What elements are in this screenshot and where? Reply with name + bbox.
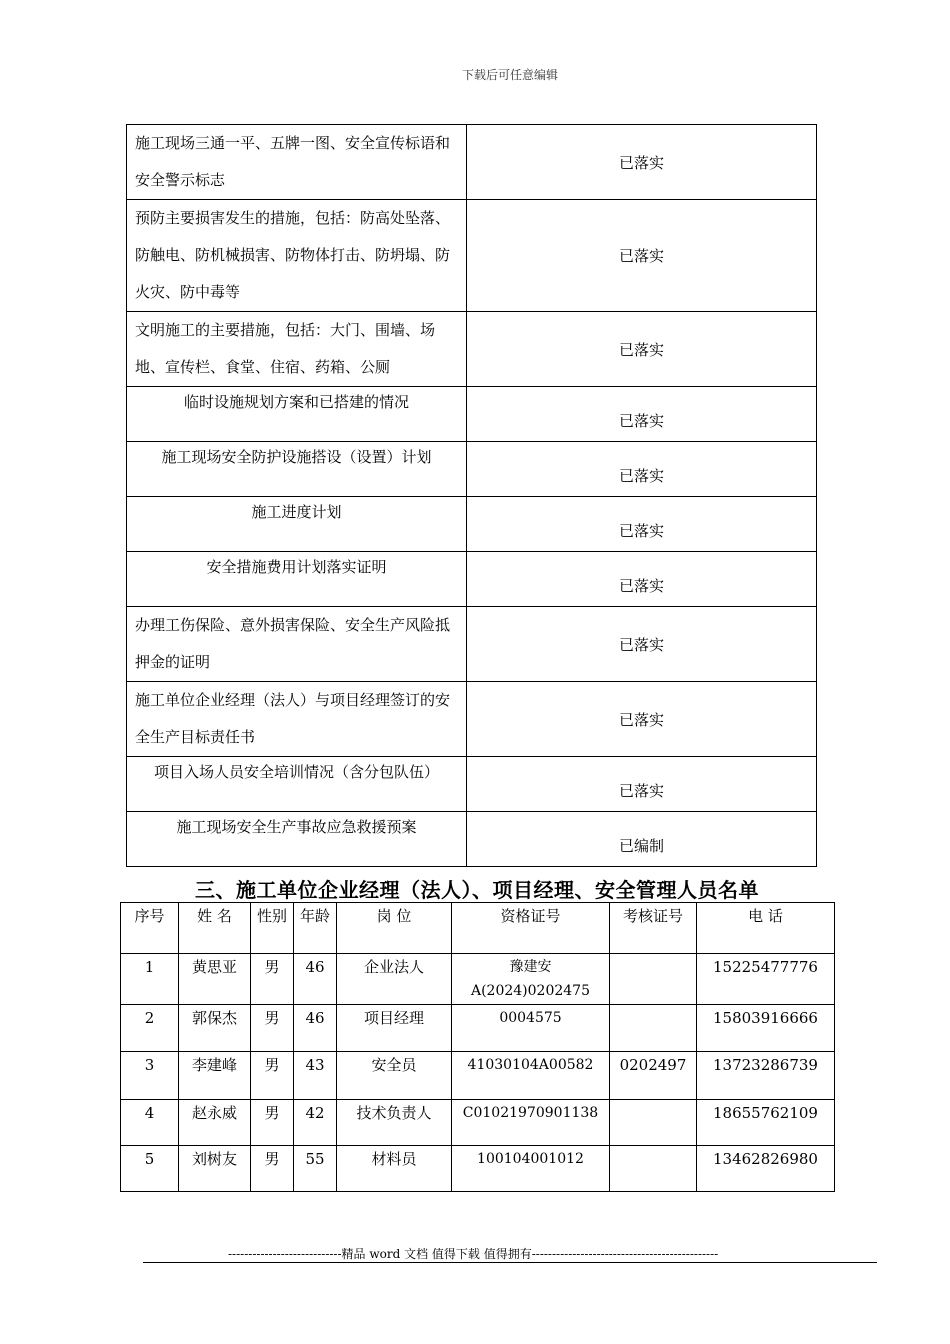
cell-license: C01021970901138 [452, 1100, 610, 1146]
checklist-status: 已落实 [467, 312, 817, 387]
table-row [127, 387, 817, 442]
cell-age: 43 [294, 1052, 337, 1100]
staff-table [120, 902, 835, 1192]
cell-exam [610, 1100, 697, 1146]
section-title: 三、施工单位企业经理（法人）、项目经理、安全管理人员名单 [195, 878, 759, 902]
table-row [127, 682, 817, 757]
header-note: 下载后可任意编辑 [461, 68, 558, 82]
checklist-status: 已落实 [467, 757, 817, 812]
cell-gender: 男 [251, 954, 294, 1005]
cell-no: 2 [121, 1005, 179, 1052]
col-header-phone: 电 话 [697, 903, 835, 954]
footer-note: ----------------------------精品 word 文档 值得下载 值得拥有---------------------------------------------- [228, 1247, 719, 1261]
cell-post: 企业法人 [337, 954, 452, 1005]
cell-license: 41030104A00582 [452, 1052, 610, 1100]
cell-age: 42 [294, 1100, 337, 1146]
checklist-status: 已落实 [467, 442, 817, 497]
cell-no: 1 [121, 954, 179, 1005]
checklist-status: 已落实 [467, 552, 817, 607]
cell-age: 46 [294, 1005, 337, 1052]
cell-phone: 13723286739 [697, 1052, 835, 1100]
cell-exam [610, 1005, 697, 1052]
checklist-status: 已落实 [467, 682, 817, 757]
cell-name: 赵永威 [179, 1100, 251, 1146]
checklist-item: 施工进度计划 [127, 497, 467, 552]
table-row [127, 757, 817, 812]
cell-no: 4 [121, 1100, 179, 1146]
cell-gender: 男 [251, 1052, 294, 1100]
table-row [121, 1005, 835, 1052]
table-row [127, 812, 817, 867]
col-header-age: 年龄 [294, 903, 337, 954]
col-header-post: 岗 位 [337, 903, 452, 954]
table-row [127, 125, 817, 200]
checklist-item: 施工单位企业经理（法人）与项目经理签订的安全生产目标责任书 [127, 682, 467, 757]
table-row [121, 1146, 835, 1192]
cell-exam [610, 1146, 697, 1192]
checklist-status: 已落实 [467, 497, 817, 552]
cell-name: 黄思亚 [179, 954, 251, 1005]
table-row [127, 200, 817, 312]
footer-divider [143, 1262, 877, 1263]
table-row [121, 1052, 835, 1100]
checklist-status: 已落实 [467, 200, 817, 312]
col-header-license: 资格证号 [452, 903, 610, 954]
cell-post: 技术负责人 [337, 1100, 452, 1146]
cell-phone: 15803916666 [697, 1005, 835, 1052]
table-row [127, 442, 817, 497]
checklist-item: 安全措施费用计划落实证明 [127, 552, 467, 607]
cell-license: 100104001012 [452, 1146, 610, 1192]
cell-license: 豫建安A(2024)0202475 [452, 954, 610, 1005]
checklist-item: 施工现场三通一平、五牌一图、安全宣传标语和安全警示标志 [127, 125, 467, 200]
col-header-exam: 考核证号 [610, 903, 697, 954]
checklist-item: 临时设施规划方案和已搭建的情况 [127, 387, 467, 442]
cell-post: 安全员 [337, 1052, 452, 1100]
cell-name: 李建峰 [179, 1052, 251, 1100]
table-row [127, 312, 817, 387]
cell-post: 项目经理 [337, 1005, 452, 1052]
table-row [121, 1100, 835, 1146]
cell-gender: 男 [251, 1005, 294, 1052]
cell-age: 55 [294, 1146, 337, 1192]
checklist-status: 已落实 [467, 387, 817, 442]
checklist-item: 项目入场人员安全培训情况（含分包队伍） [127, 757, 467, 812]
cell-phone: 18655762109 [697, 1100, 835, 1146]
cell-no: 3 [121, 1052, 179, 1100]
cell-phone: 13462826980 [697, 1146, 835, 1192]
checklist-status: 已编制 [467, 812, 817, 867]
checklist-item: 文明施工的主要措施，包括：大门、围墙、场地、宣传栏、食堂、住宿、药箱、公厕 [127, 312, 467, 387]
cell-name: 刘树友 [179, 1146, 251, 1192]
checklist-item: 施工现场安全防护设施搭设（设置）计划 [127, 442, 467, 497]
table-header-row [121, 903, 835, 954]
col-header-no: 序号 [121, 903, 179, 954]
cell-phone: 15225477776 [697, 954, 835, 1005]
cell-exam: 0202497 [610, 1052, 697, 1100]
table-row [121, 954, 835, 1005]
table-row [127, 497, 817, 552]
cell-name: 郭保杰 [179, 1005, 251, 1052]
checklist-item: 预防主要损害发生的措施，包括：防高处坠落、防触电、防机械损害、防物体打击、防坍塌、防火灾、防中毒等 [127, 200, 467, 312]
checklist-item: 施工现场安全生产事故应急救援预案 [127, 812, 467, 867]
cell-age: 46 [294, 954, 337, 1005]
col-header-gender: 性别 [251, 903, 294, 954]
checklist-item: 办理工伤保险、意外损害保险、安全生产风险抵押金的证明 [127, 607, 467, 682]
col-header-name: 姓 名 [179, 903, 251, 954]
table-row [127, 607, 817, 682]
safety-checklist-table [126, 124, 817, 867]
cell-post: 材料员 [337, 1146, 452, 1192]
cell-gender: 男 [251, 1100, 294, 1146]
cell-license: 0004575 [452, 1005, 610, 1052]
table-row [127, 552, 817, 607]
cell-gender: 男 [251, 1146, 294, 1192]
checklist-status: 已落实 [467, 125, 817, 200]
cell-exam [610, 954, 697, 1005]
cell-no: 5 [121, 1146, 179, 1192]
checklist-status: 已落实 [467, 607, 817, 682]
